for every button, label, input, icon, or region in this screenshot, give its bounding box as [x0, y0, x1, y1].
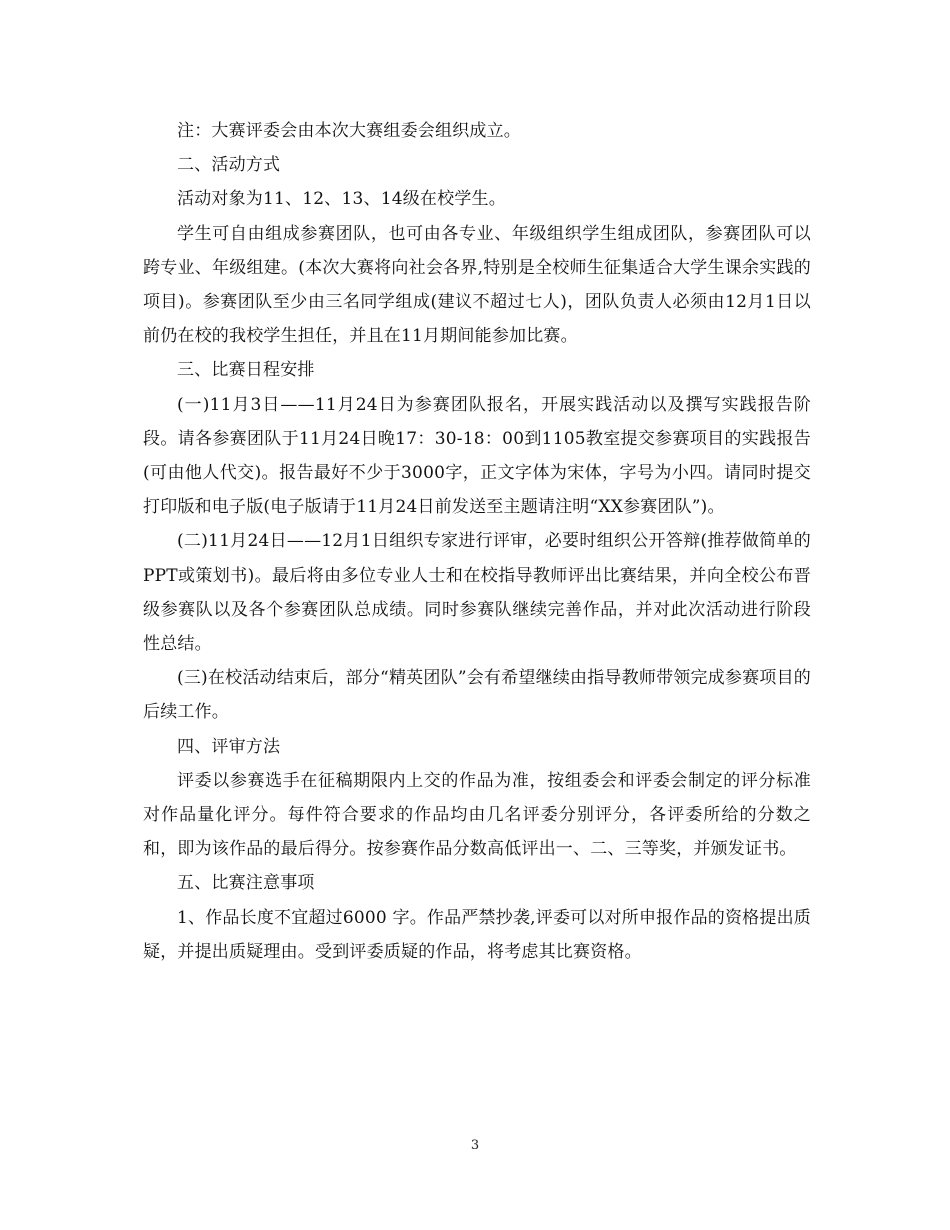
paragraph-schedule-phase-1: (一)11月3日——11月24日为参赛团队报名，开展实践活动以及撰写实践报告阶段。请各参赛团队于11月24日晚17：30-18：00到1105教室提交参赛项目的实践报告(可由他人代交)。报告最好不少于3000字，正文字体为宋体，字号为小四。请同时提交打印版和电子版(电子版请于11月24日前发送至主题请注明“XX参赛团队”)。 [143, 394, 811, 518]
page-number: 3 [470, 1138, 480, 1153]
paragraph-team-formation: 学生可自由组成参赛团队，也可由各专业、年级组织学生组成团队，参赛团队可以跨专业、年级组建。(本次大赛将向社会各界,特别是全校师生征集适合大学生课余实践的项目)。参赛团队至少由三名同学组成(建议不超过七人)，团队负责人必须由12月1日以前仍在校的我校学生担任，并且在11月期间能参加比赛。 [143, 223, 811, 347]
document-body [143, 114, 811, 969]
paragraph-review-method: 评委以参赛选手在征稿期限内上交的作品为准，按组委会和评委会制定的评分标准对作品量化评分。每件符合要求的作品均由几名评委分别评分，各评委所给的分数之和，即为该作品的最后得分。按参赛作品分数高低评出一、二、三等奖，并颁发证书。 [143, 770, 811, 860]
paragraph-schedule-phase-3: (三)在校活动结束后，部分“精英团队”会有希望继续由指导教师带领完成参赛项目的后续工作。 [143, 668, 811, 723]
paragraph-target-participants: 活动对象为11、12、13、14级在校学生。 [177, 189, 506, 210]
section-heading-notes: 五、比赛注意事项 [177, 873, 315, 894]
section-heading-review-method: 四、评审方法 [177, 736, 281, 757]
paragraph-note-item-1: 1、作品长度不宜超过6000 字。作品严禁抄袭,评委可以对所申报作品的资格提出质疑，并提出质疑理由。受到评委质疑的作品，将考虑其比赛资格。 [143, 907, 811, 962]
paragraph-schedule-phase-2: (二)11月24日——12月1日组织专家进行评审，必要时组织公开答辩(推荐做简单的PPT或策划书)。最后将由多位专业人士和在校指导教师评出比赛结果，并向全校公布晋级参赛队以及各个参赛团队总成绩。同时参赛队继续完善作品，并对此次活动进行阶段性总结。 [143, 531, 811, 655]
section-heading-schedule: 三、比赛日程安排 [177, 360, 315, 381]
section-heading-activity-method: 二、活动方式 [177, 155, 281, 176]
paragraph-note: 注：大赛评委会由本次大赛组委会组织成立。 [177, 121, 521, 141]
